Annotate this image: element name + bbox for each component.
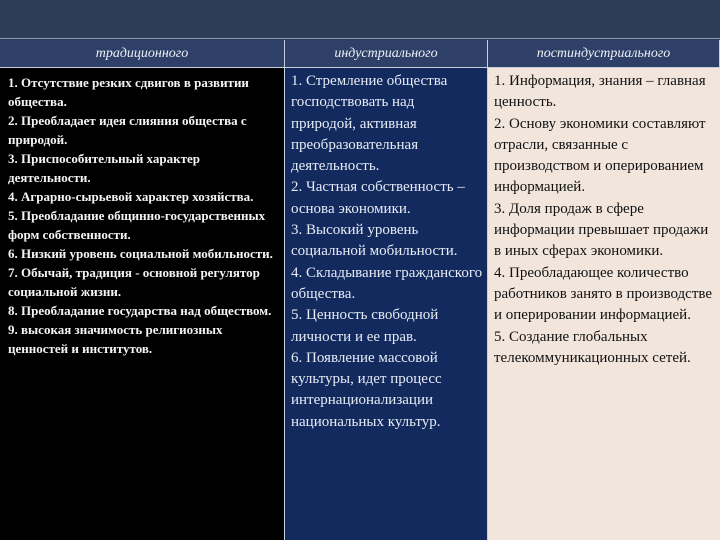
header-postindustrial: постиндустриального [488, 40, 720, 68]
list-item: 6. Низкий уровень социальной мобильности. [8, 246, 273, 261]
list-item: 3. Доля продаж в сфере информации превышает продажи в иных сферах экономики. [494, 200, 709, 260]
list-item: 3. Высокий уровень социальной мобильности. [291, 222, 458, 260]
list-item: 5. Ценность свободной личности и ее прав. [291, 307, 439, 345]
list-item: 7. Обычай, традиция - основной регулятор социальной жизни. [8, 265, 260, 299]
list-item: 1. Стремление общества господствовать над природой, активная преобразовательная деятельность. [291, 73, 448, 175]
list-item: 2. Основу экономики составляют отрасли, связанные с производством и оперированием информацией. [494, 115, 706, 196]
list-item: 1. Отсутствие резких сдвигов в развитии общества. [8, 75, 249, 109]
list-item: 1. Информация, знания – главная ценность. [494, 73, 706, 111]
list-item: 3. Приспособительный характер деятельности. [8, 151, 200, 185]
list-item: 9. высокая значимость религиозных ценностей и институтов. [8, 322, 223, 356]
list-item: 6. Появление массовой культуры, идет процесс интернационализации национальных культур. [291, 349, 442, 430]
header-traditional: традиционного [0, 40, 285, 68]
list-item: 2. Преобладает идея слияния общества с природой. [8, 113, 247, 147]
list-item: 5. Преобладание общинно-государственных форм собственности. [8, 208, 266, 242]
list-item: 4. Аграрно-сырьевой характер хозяйства. [8, 189, 254, 204]
list-item: 4. Преобладающее количество работников занято в производстве и оперировании информацией. [494, 264, 713, 324]
title-bar [0, 0, 720, 39]
industrial-column [285, 68, 488, 540]
list-item: 2. Частная собственность – основа экономики. [291, 179, 465, 217]
society-comparison-table [0, 40, 720, 540]
list-item: 4. Складывание гражданского общества. [291, 264, 483, 302]
list-item: 5. Создание глобальных телекоммуникационных сетей. [494, 328, 691, 366]
postindustrial-column [488, 68, 720, 540]
header-industrial: индустриального [285, 40, 488, 68]
traditional-column [0, 68, 285, 540]
list-item: 8. Преобладание государства над обществом. [8, 303, 272, 318]
